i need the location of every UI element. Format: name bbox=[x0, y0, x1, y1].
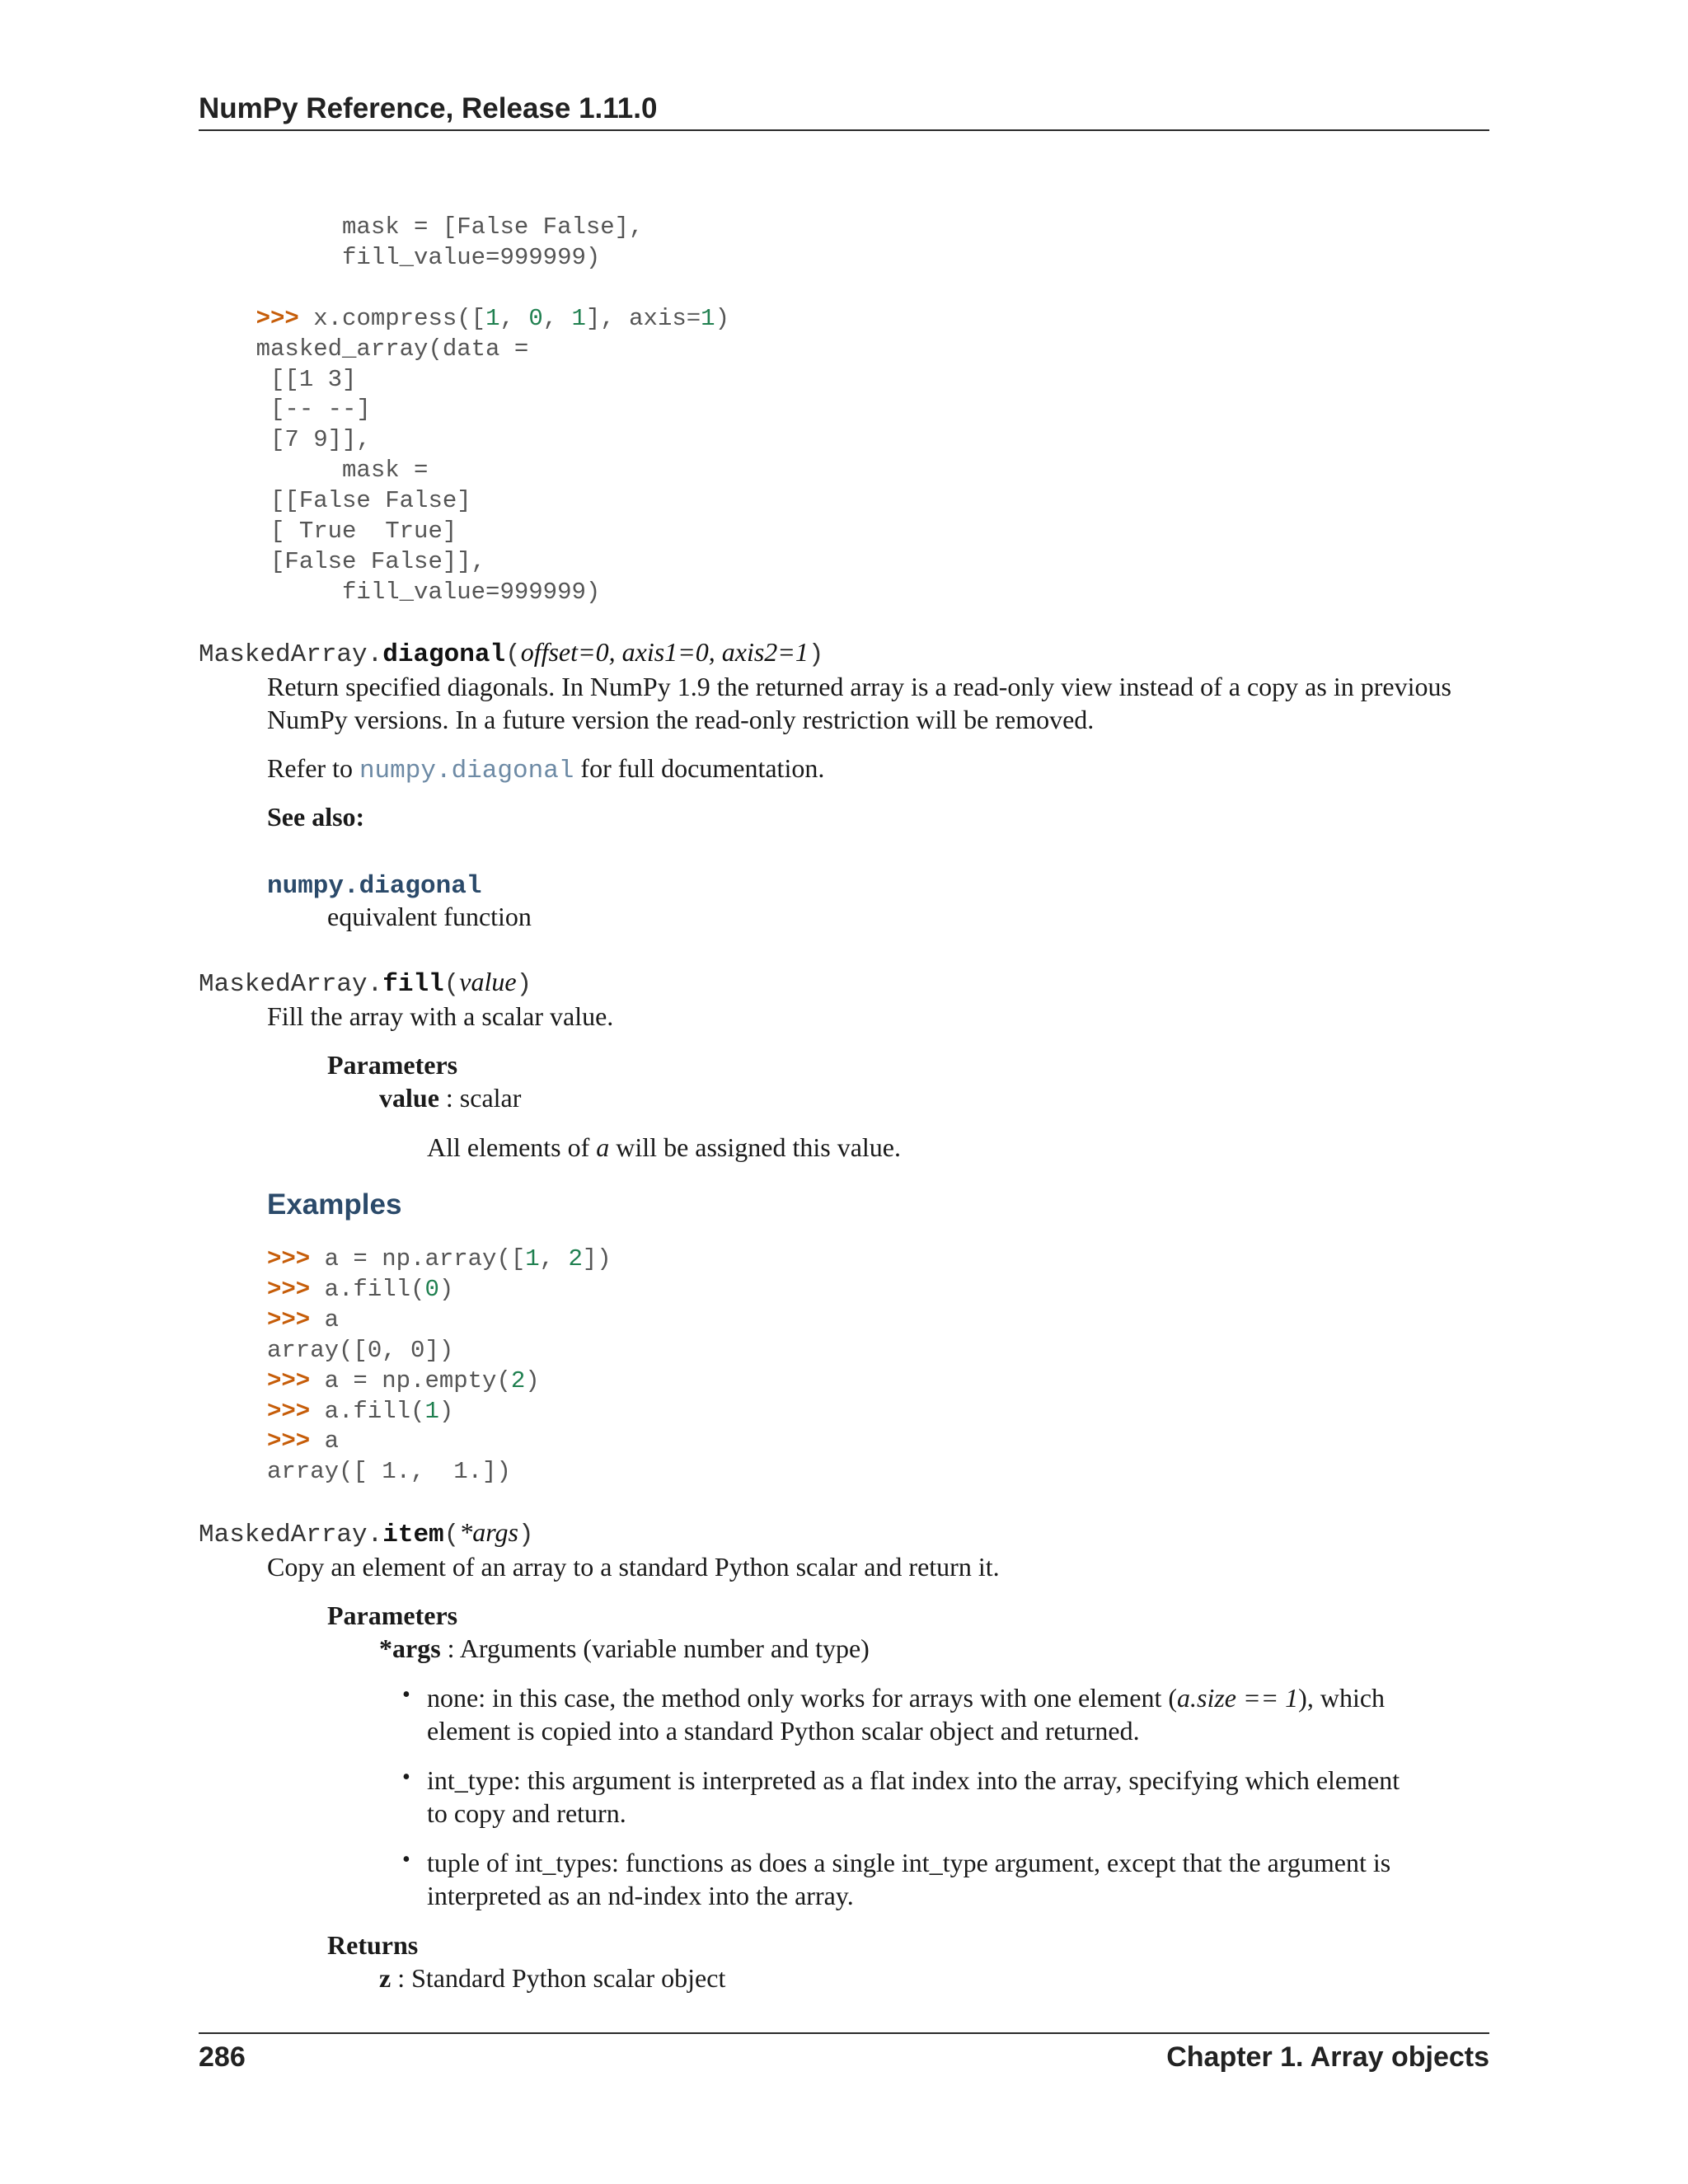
page-number: 286 bbox=[199, 2041, 246, 2073]
see-also-label: See also: bbox=[267, 802, 365, 832]
fill-params-label: Parameters bbox=[327, 1050, 458, 1080]
param-type: : scalar bbox=[438, 1083, 522, 1113]
bullet-dot: • bbox=[402, 1682, 410, 1708]
chapter-title: Chapter 1. Array objects bbox=[1166, 2041, 1489, 2073]
footer-rule bbox=[199, 2032, 1489, 2034]
see-also-numpy-diagonal-link[interactable]: numpy.diagonal bbox=[267, 872, 482, 901]
param-name: value bbox=[379, 1083, 439, 1113]
bullet-dot: • bbox=[402, 1847, 410, 1872]
bullet-1-line2: element is copied into a standard Python scalar object and returned. bbox=[427, 1716, 1140, 1746]
bullet-3-line2: interpreted as an nd-index into the array. bbox=[427, 1881, 854, 1910]
class-name: MaskedArray. bbox=[199, 640, 383, 669]
item-desc: Copy an element of an array to a standard Python scalar and return it. bbox=[267, 1552, 1000, 1582]
method-args: *args bbox=[459, 1517, 518, 1547]
fill-param-line bbox=[379, 1081, 521, 1114]
see-also-link-line bbox=[267, 867, 481, 903]
numpy-diagonal-link[interactable]: numpy.diagonal bbox=[359, 757, 574, 785]
bullet-3-line1: tuple of int_types: functions as does a single int_type argument, except that the argument is bbox=[427, 1848, 1391, 1877]
return-type: : Standard Python scalar object bbox=[391, 1963, 726, 1993]
method-args: offset=0, axis1=0, axis2=1 bbox=[520, 637, 809, 667]
bullet-2-line1: int_type: this argument is interpreted as a flat index into the array, specifying which element bbox=[427, 1765, 1400, 1795]
bullet-dot: • bbox=[402, 1765, 410, 1790]
method-args: value bbox=[459, 967, 517, 996]
running-header: NumPy Reference, Release 1.11.0 bbox=[199, 92, 658, 124]
class-name: MaskedArray. bbox=[199, 970, 383, 999]
param-name: *args bbox=[379, 1633, 441, 1663]
item-param-line bbox=[379, 1632, 870, 1665]
method-signature-item: MaskedArray.item(*args) bbox=[199, 1517, 534, 1549]
return-name: z bbox=[379, 1963, 392, 1993]
examples-heading: Examples bbox=[267, 1188, 402, 1221]
fill-desc: Fill the array with a scalar value. bbox=[267, 1001, 614, 1031]
method-name: item bbox=[382, 1521, 444, 1549]
return-line bbox=[379, 1961, 725, 1994]
diagonal-desc-line1: Return specified diagonals. In NumPy 1.9 the returned array is a read-only view instead of a copy as in previous bbox=[267, 672, 1451, 701]
see-also-desc: equivalent function bbox=[327, 902, 532, 931]
item-params-label: Parameters bbox=[327, 1601, 458, 1630]
fill-param-desc: All elements of a will be assigned this value. bbox=[427, 1132, 901, 1162]
method-name: fill bbox=[382, 970, 444, 999]
method-name: diagonal bbox=[382, 640, 506, 669]
bullet-1-line1: none: in this case, the method only works for arrays with one element (a.size == 1), which bbox=[427, 1683, 1386, 1713]
header-rule bbox=[199, 129, 1489, 131]
bullet-2-line2: to copy and return. bbox=[427, 1798, 626, 1828]
param-type: : Arguments (variable number and type) bbox=[440, 1633, 870, 1663]
diagonal-refer-line: Refer to numpy.diagonal for full documentation. bbox=[267, 753, 825, 785]
code-block-compress: mask = [False False], fill_value=999999) >>> x.compress([1, 0, 1], axis=1) masked_array(data = [[1 3] [-- --] [7 9]], mask = [[False False] [ True True] [False False]], fill_value=999999) bbox=[256, 213, 729, 606]
code-block-fill-example: >>> a = np.array([1, 2]) >>> a.fill(0) >>> a array([0, 0]) >>> a = np.empty(2) >>> a.fill(1) >>> a array([ 1., 1.]) bbox=[267, 1245, 612, 1486]
method-signature-diagonal: MaskedArray.diagonal(offset=0, axis1=0, axis2=1) bbox=[199, 637, 824, 669]
method-signature-fill: MaskedArray.fill(value) bbox=[199, 967, 532, 999]
returns-label: Returns bbox=[327, 1930, 419, 1960]
class-name: MaskedArray. bbox=[199, 1521, 383, 1549]
diagonal-desc-line2: NumPy versions. In a future version the read-only restriction will be removed. bbox=[267, 705, 1095, 734]
